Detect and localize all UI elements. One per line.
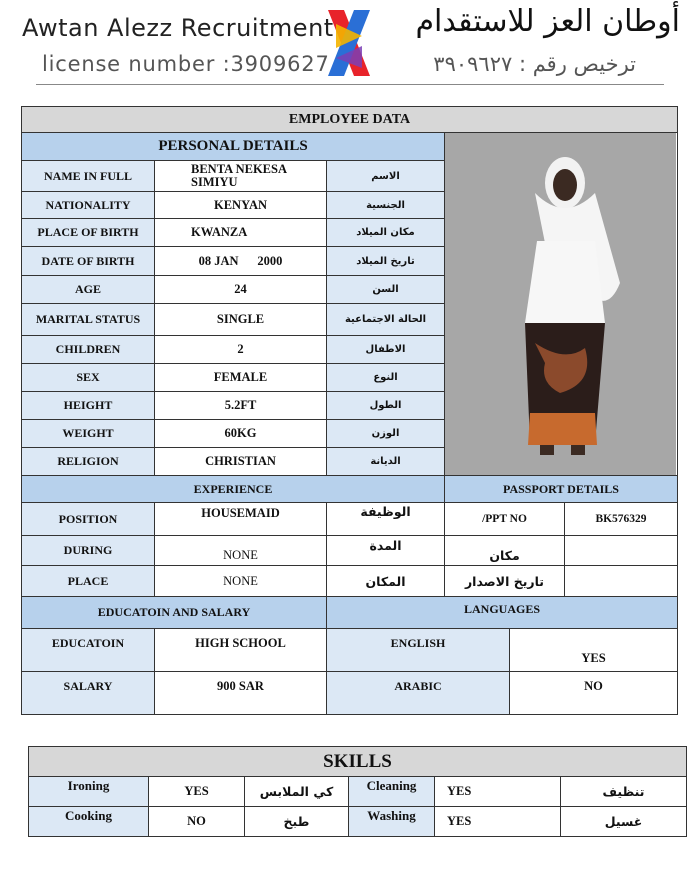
personal-label-ar: الديانة [327,448,445,476]
skills-row [29,777,687,807]
education-value: HIGH SCHOOL [155,629,327,672]
personal-value: 2 [155,336,327,364]
experience-value: NONE [155,566,327,597]
personal-label-ar: السن [327,276,445,304]
salary-row [22,672,678,715]
experience-label: POSITION [22,503,155,536]
experience-label: DURING [22,536,155,566]
skill-value: NO [149,807,245,837]
personal-value: 5.2FT [155,392,327,420]
personal-value: 60KG [155,420,327,448]
experience-value: HOUSEMAID [155,503,327,536]
skill-value: YES [149,777,245,807]
experience-heading: EXPERIENCE [22,476,445,503]
personal-label: PLACE OF BIRTH [22,219,155,247]
personal-label: RELIGION [22,448,155,476]
personal-label: AGE [22,276,155,304]
experience-label-ar: المكان [327,566,445,597]
skill-label-ar: كي الملابس [245,777,349,807]
personal-value: KWANZA [155,219,327,247]
passport-number: BK576329 [565,503,678,536]
license-number-en: license number :3909627 [42,52,330,76]
skill-value: YES [435,807,561,837]
personal-label-ar: الحالة الاجتماعية [327,304,445,336]
skills-row [29,807,687,837]
company-name-en: Awtan Alezz Recruitment [22,14,334,42]
license-number-ar: ترخيص رقم : ٣٩٠٩٦٢٧ [433,52,636,76]
passport-issue-label: تاريخ الاصدار [445,566,565,597]
personal-value: SINGLE [155,304,327,336]
skill-label: Cleaning [349,777,435,807]
experience-label: PLACE [22,566,155,597]
passport-place-label: مكان [445,536,565,566]
skill-label-ar: طبخ [245,807,349,837]
personal-label-ar: الطول [327,392,445,420]
skill-value: YES [435,777,561,807]
employee-table [21,106,678,597]
language-value: NO [510,672,678,715]
skill-label-ar: غسيل [561,807,687,837]
passport-label: /PPT NO [445,503,565,536]
language-label: ENGLISH [327,629,510,672]
personal-label-ar: النوع [327,364,445,392]
company-logo [322,6,376,80]
personal-label: WEIGHT [22,420,155,448]
header-divider [36,84,664,85]
salary-value: 900 SAR [155,672,327,715]
personal-label-ar: الوزن [327,420,445,448]
language-label: ARABIC [327,672,510,715]
experience-row [22,566,678,597]
personal-label: DATE OF BIRTH [22,247,155,276]
skill-label-ar: تنظيف [561,777,687,807]
personal-label: NAME IN FULL [22,161,155,192]
experience-label-ar: الوظيفة [327,503,445,536]
experience-value: NONE [155,536,327,566]
company-name-ar: أوطان العز للاستقدام [415,4,680,39]
employee-photo [445,133,676,475]
salary-label: SALARY [22,672,155,715]
personal-label-ar: مكان الميلاد [327,219,445,247]
personal-label-ar: الجنسية [327,192,445,219]
photo-cell [445,133,678,476]
education-languages-table [21,596,678,715]
passport-place-value [565,536,678,566]
personal-label-ar: الاسم [327,161,445,192]
personal-value: BENTA NEKESA SIMIYU [155,161,327,192]
skill-label: Washing [349,807,435,837]
education-label: EDUCATOIN [22,629,155,672]
personal-value: CHRISTIAN [155,448,327,476]
skill-label: Ironing [29,777,149,807]
experience-row [22,536,678,566]
personal-details-heading: PERSONAL DETAILS [22,133,445,161]
employee-data-sheet [21,106,677,718]
personal-value: 24 [155,276,327,304]
personal-label: MARITAL STATUS [22,304,155,336]
personal-value: 08 JAN 2000 [155,247,327,276]
letterhead [0,0,698,92]
personal-label: NATIONALITY [22,192,155,219]
document-title: EMPLOYEE DATA [22,107,678,133]
skill-label: Cooking [29,807,149,837]
personal-label: SEX [22,364,155,392]
experience-row [22,503,678,536]
personal-label: CHILDREN [22,336,155,364]
skills-table [28,746,687,837]
language-value: YES [510,629,678,672]
skills-heading: SKILLS [29,747,687,777]
education-row [22,629,678,672]
languages-heading: LANGUAGES [327,597,678,629]
experience-label-ar: المدة [327,536,445,566]
personal-value: KENYAN [155,192,327,219]
personal-label: HEIGHT [22,392,155,420]
education-salary-heading: EDUCATOIN AND SALARY [22,597,327,629]
personal-label-ar: الاطفال [327,336,445,364]
passport-issue-value [565,566,678,597]
personal-value: FEMALE [155,364,327,392]
personal-label-ar: تاريخ الميلاد [327,247,445,276]
passport-heading: PASSPORT DETAILS [445,476,678,503]
